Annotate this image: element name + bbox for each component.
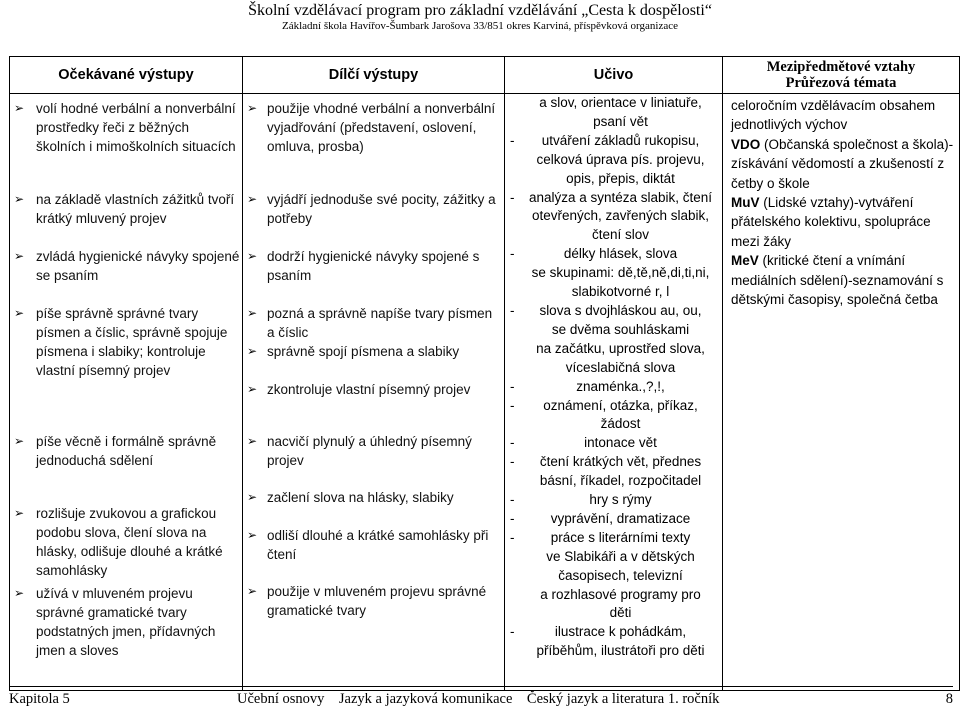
curriculum-cell [505, 94, 723, 691]
school-program-title: Školní vzdělávací program pro základní vzdělávání „Cesta k dospělosti“ [248, 2, 712, 19]
arrow-bullet-icon: ➢ [247, 490, 258, 504]
curriculum-line: se dvěma souhláskami [551, 321, 690, 337]
curriculum-line: - analýza a syntéza slabik, čtení [507, 189, 720, 208]
curriculum-line: časopisech, televizní [558, 567, 683, 583]
bullet-item: ➢ volí hodné verbální a nonverbální prostředky řeči z běžných školních i mimoškolních situacích [14, 101, 236, 154]
school-name-subtitle: Základní škola Havířov-Šumbark Jarošova 33/851 okres Karviná, příspěvková organizace [282, 20, 678, 32]
arrow-bullet-icon: ➢ [247, 192, 258, 206]
header-expected-outcomes: Očekávané výstupy [10, 57, 243, 94]
arrow-bullet-icon: ➢ [247, 584, 258, 598]
dash-bullet: - [510, 378, 515, 394]
header-partial-outcomes: Dílčí výstupy [243, 57, 505, 94]
curriculum-table [9, 56, 960, 691]
dash-bullet: - [510, 246, 515, 262]
bullet-item: ➢ použije v mluveném projevu správné gramatické tvary [247, 584, 487, 618]
curriculum-line: - znaménka.,?,!, [507, 378, 720, 397]
bullet-item: ➢ pozná a správně napíše tvary písmen a číslic [247, 306, 493, 340]
themes-intro: celoročním vzdělávacím obsahem jednotlivých výchov [731, 98, 936, 133]
document-header [0, 2, 960, 33]
arrow-bullet-icon: ➢ [247, 344, 258, 358]
arrow-bullet-icon: ➢ [14, 306, 25, 320]
dash-bullet: - [510, 189, 515, 205]
dash-bullet: - [510, 435, 515, 451]
arrow-bullet-icon: ➢ [247, 101, 258, 115]
arrow-bullet-icon: ➢ [247, 528, 258, 542]
curriculum-line: - čtení krátkých vět, přednes [507, 453, 720, 472]
bullet-item: ➢ použije vhodné verbální a nonverbální vyjadřování (představení, oslovení, omluva, prosba) [247, 101, 496, 154]
partial-outcomes-cell [243, 94, 505, 691]
curriculum-line: - oznámení, otázka, příkaz, [507, 397, 720, 416]
cross-curricular-text [723, 94, 959, 309]
bullet-item: ➢ správně spojí písmena a slabiky [247, 344, 460, 359]
bullet-item: ➢ užívá v mluveném projevu správné gramatické tvary podstatných jmen, přídavných jmen a sloves [14, 586, 216, 658]
page-footer [9, 686, 953, 707]
curriculum-line: - hry s rýmy [507, 491, 720, 510]
arrow-bullet-icon: ➢ [247, 434, 258, 448]
curriculum-line: víceslabičná slova [565, 359, 676, 375]
curriculum-line: slabikotvorné r, l [571, 284, 670, 300]
curriculum-line: - utváření základů rukopisu, [507, 132, 720, 151]
curriculum-line: psaní vět [593, 113, 648, 129]
curriculum-line: a slov, orientace v liniatuře, [539, 95, 702, 110]
curriculum-line: - vyprávění, dramatizace [507, 510, 720, 529]
curriculum-line: ve Slabikáři a v dětských [546, 548, 695, 564]
dash-bullet: - [510, 492, 515, 508]
curriculum-line: na začátku, uprostřed slova, [536, 340, 705, 356]
cross-curricular-cell [723, 94, 960, 691]
bullet-item: ➢ zvládá hygienické návyky spojené se psaním [14, 249, 240, 283]
bullet-item: ➢ začlení slova na hlásky, slabiky [247, 490, 454, 505]
expected-outcomes-cell [10, 94, 243, 691]
curriculum-line: - délky hlásek, slova [507, 245, 720, 264]
curriculum-line: čtení slov [591, 227, 650, 243]
curriculum-line: celková úprava pís. projevu, [536, 151, 705, 167]
curriculum-line: opis, přepis, diktát [566, 170, 675, 186]
arrow-bullet-icon: ➢ [247, 249, 258, 263]
bullet-item: ➢ na základě vlastních zážitků tvoří krátký mluvený projev [14, 192, 235, 226]
curriculum-line: příběhům, ilustrátoři pro děti [536, 643, 705, 659]
dash-bullet: - [510, 454, 515, 470]
theme-vdo: VDO (Občanská společnost a škola)-získávání vědomostí a zkušeností z četby o škole [731, 136, 954, 191]
curriculum-line: - práce s literárními texty [507, 529, 720, 548]
curriculum-line: - intonace vět [507, 434, 720, 453]
arrow-bullet-icon: ➢ [14, 101, 25, 115]
footer-document: Učební osnovy Jazyk a jazyková komunikace Český jazyk a literatura 1. ročník [237, 691, 720, 707]
bullet-item: ➢ píše věcně i formálně správně jednoduchá sdělení [14, 434, 217, 468]
curriculum-line: a rozhlasové programy pro [540, 586, 701, 602]
dash-bullet: - [510, 302, 515, 318]
footer-page-number: 8 [945, 691, 953, 707]
curriculum-line: - slova s dvojhláskou au, ou, [507, 302, 720, 321]
bullet-item: ➢ vyjádří jednoduše své pocity, zážitky a potřeby [247, 192, 496, 226]
curriculum-line: básní, říkadel, rozpočitadel [539, 473, 702, 489]
arrow-bullet-icon: ➢ [14, 506, 25, 520]
dash-bullet: - [510, 510, 515, 526]
expected-outcomes-list [10, 94, 242, 690]
arrow-bullet-icon: ➢ [14, 249, 25, 263]
arrow-bullet-icon: ➢ [247, 306, 258, 320]
dash-bullet: - [510, 397, 515, 413]
bullet-item: ➢ nacvičí plynulý a úhledný písemný projev [247, 434, 472, 468]
header-curriculum: Učivo [505, 57, 723, 94]
dash-bullet: - [510, 624, 515, 640]
theme-muv: MuV (Lidské vztahy)-vytváření přátelského kolektivu, spolupráce mezi žáky [731, 195, 931, 249]
arrow-bullet-icon: ➢ [14, 192, 25, 206]
bullet-item: ➢ dodrží hygienické návyky spojené s psaním [247, 249, 480, 283]
arrow-bullet-icon: ➢ [247, 382, 258, 396]
curriculum-line: děti [609, 605, 632, 621]
curriculum-line: žádost [600, 416, 641, 432]
curriculum-line: - ilustrace k pohádkám, [507, 623, 720, 642]
bullet-item: ➢ zkontroluje vlastní písemný projev [247, 382, 471, 397]
theme-mev: MeV (kritické čtení a vnímání mediálních sdělení)-seznamování s dětskými časopisy, společná četba [731, 253, 944, 308]
dash-bullet: - [510, 132, 515, 148]
partial-outcomes-list [243, 94, 504, 690]
curriculum-line: otevřených, zavřených slabik, [531, 208, 710, 224]
arrow-bullet-icon: ➢ [14, 586, 25, 600]
bullet-item: ➢ rozlišuje zvukovou a grafickou podobu slova, člení slova na hlásky, odlišuje dlouhé a krátké samohlásky [14, 506, 223, 578]
arrow-bullet-icon: ➢ [14, 434, 25, 448]
dash-bullet: - [510, 529, 515, 545]
bullet-item: ➢ odliší dlouhé a krátké samohlásky při čtení [247, 528, 489, 562]
footer-chapter: Kapitola 5 [9, 691, 70, 707]
curriculum-line: se skupinami: dě,tě,ně,di,ti,ni, [531, 265, 710, 281]
bullet-item: ➢ píše správně správné tvary písmen a číslic, správně spojuje písmena i slabiky; kontroluje vlastní písemný projev [14, 306, 228, 378]
header-cross-curricular: Mezipředmětové vztahy Průřezová témata [723, 57, 960, 94]
curriculum-list [505, 94, 722, 661]
